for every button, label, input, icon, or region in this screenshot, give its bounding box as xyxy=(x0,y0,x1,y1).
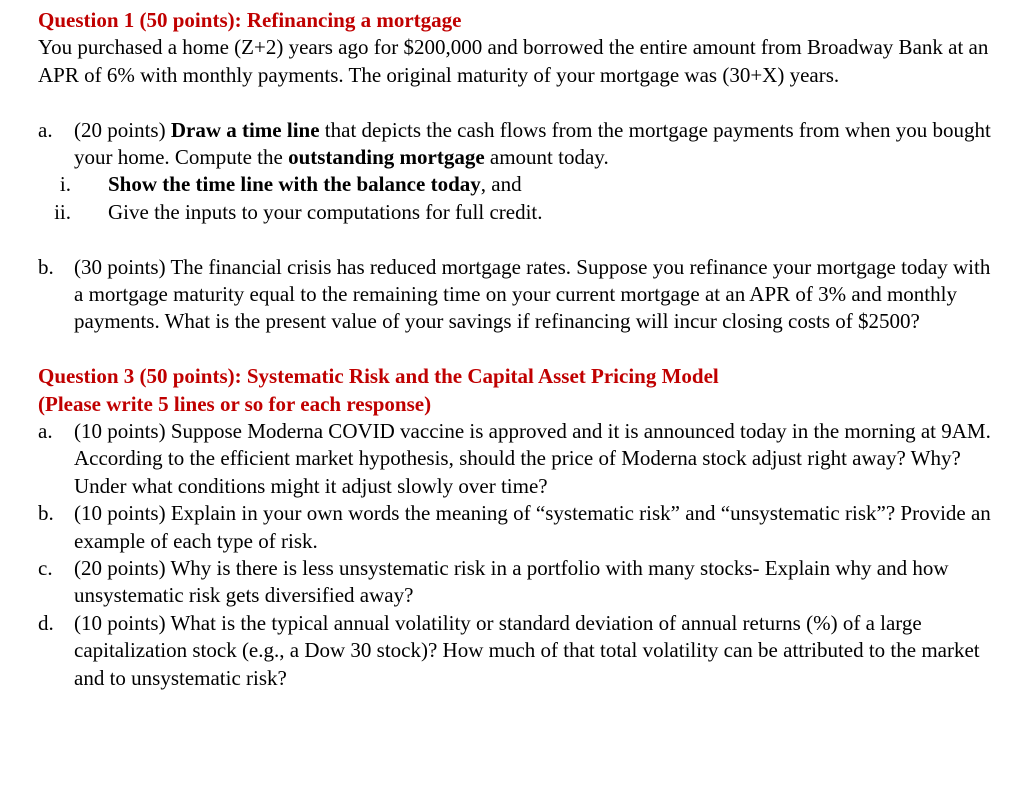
subitem-bold: Show the time line with the balance today xyxy=(108,172,481,197)
question-1-part-a xyxy=(38,117,1004,172)
spacer xyxy=(38,89,1004,116)
part-a-text-3: amount today. xyxy=(484,145,609,170)
part-text: (10 points) Suppose Moderna COVID vaccine is approved and it is announced today in the morning at 9AM. According to the efficient market hypothesis, should the price of Moderna stock adjust right away? Why? Under what conditions might it adjust slowly over time? xyxy=(74,419,991,498)
part-a-bold-1: Draw a time line xyxy=(170,117,320,142)
part-a-bold-2: outstanding mortgage xyxy=(288,145,485,170)
part-marker: d. xyxy=(38,610,54,635)
subitem-number: i. xyxy=(59,172,71,197)
question-3-title: Question 3 (50 points): Systematic Risk and the Capital Asset Pricing Model xyxy=(38,364,719,389)
subitem-number: ii. xyxy=(54,199,71,224)
spacer xyxy=(38,336,1004,363)
part-a-subitem-i xyxy=(38,171,1004,198)
part-marker: a. xyxy=(38,419,53,444)
part-a-text xyxy=(74,117,1004,172)
subitem-rest: , and xyxy=(480,172,522,197)
question-3-part-d xyxy=(38,610,1004,692)
part-marker: b. xyxy=(38,254,54,279)
subitem-text xyxy=(108,171,522,198)
question-3-subtitle: (Please write 5 lines or so for each response) xyxy=(38,391,432,416)
question-1-title: Question 1 (50 points): Refinancing a mortgage xyxy=(38,8,462,32)
part-marker: c. xyxy=(38,556,53,581)
part-marker: a. xyxy=(38,117,53,142)
part-a-subitem-ii xyxy=(38,199,1004,226)
part-a-text-1: (20 points) xyxy=(74,117,171,142)
part-text: (20 points) Why is there is less unsystematic risk in a portfolio with many stocks- Explain why and how unsystematic risk gets diversified away? xyxy=(74,556,949,608)
question-3-part-b xyxy=(38,500,1004,555)
question-1-intro: You purchased a home (Z+2) years ago for $200,000 and borrowed the entire amount from Broadway Bank at an APR of 6% with monthly payments. The original maturity of your mortgage was (30+X) years. xyxy=(38,35,989,87)
part-text: (10 points) Explain in your own words the meaning of “systematic risk” and “unsystematic risk”? Provide an example of each type of risk. xyxy=(74,501,991,553)
question-3-part-a xyxy=(38,418,1004,500)
spacer xyxy=(38,226,1004,253)
part-b-text: (30 points) The financial crisis has reduced mortgage rates. Suppose you refinance your mortgage today with a mortgage maturity equal to the remaining time on your current mortgage at an APR of 3% and monthly payments. What is the present value of your savings if refinancing will incur closing costs of $2500? xyxy=(74,254,991,334)
part-marker: b. xyxy=(38,501,54,526)
part-text: (10 points) What is the typical annual volatility or standard deviation of annual returns (%) of a large capitalization stock (e.g., a Dow 30 stock)? How much of that total volatility can be attributed to the market and to unsystematic risk? xyxy=(74,610,980,690)
question-1-part-b xyxy=(38,254,1004,336)
part-a-text-2: that depicts the cash flows from the mortgage payments from when you bought your home. Compute the xyxy=(74,117,991,170)
question-3-part-c xyxy=(38,555,1004,610)
subitem-text: Give the inputs to your computations for full credit. xyxy=(108,199,543,224)
